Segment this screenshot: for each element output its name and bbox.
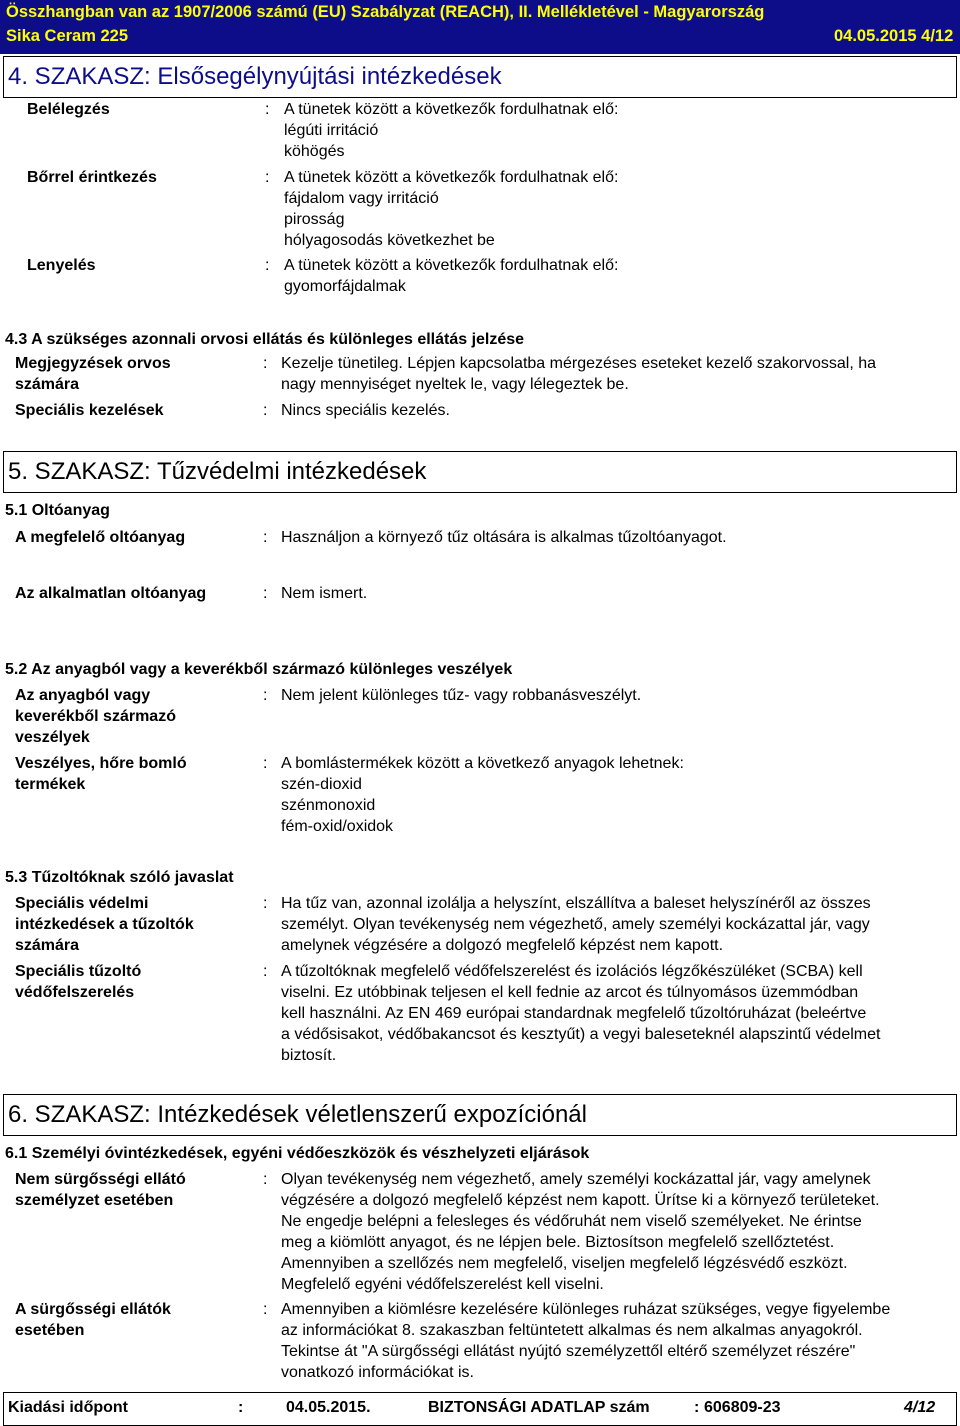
value-line: meg a kiömlött anyagot, és ne lépjen bele. Biztosítson megfelelő szellőztetést. (281, 1234, 835, 1251)
value-line: a védősisakot, védőbakancsot és kesztyűt) a vegyi baleseteknél alapszintű védelmet (281, 1026, 881, 1043)
value-line: A tűzoltóknak megfelelő védőfelszerelést és izolációs légzőkészüléket (SCBA) kell (281, 963, 863, 980)
colon: : (263, 1301, 268, 1318)
value-firefighter-equipment (281, 961, 880, 1066)
value-line: végzésére a dolgozó megfelelő képzést nem kapott. Ürítse ki a környező területeket. (281, 1192, 880, 1209)
colon: : (263, 895, 268, 912)
label-line: Speciális tűzoltó (15, 963, 142, 980)
colon: : (263, 585, 268, 602)
label-suitable-media (15, 527, 185, 548)
label-non-emergency-personnel (15, 1169, 186, 1211)
value-line: szénmonoxid (281, 797, 376, 814)
value-line: Tekintse át "A sürgősségi ellátást nyújtó személyzettől eltérő személyzet részére" (281, 1343, 856, 1360)
issue-date: 04.05.2015. (286, 1399, 371, 1416)
label-unsuitable-media (15, 583, 206, 604)
label-ingestion: Lenyelés (27, 257, 96, 274)
label-line: Megjegyzések orvos (15, 355, 171, 372)
subsection-5-2-title: 5.2 Az anyagból vagy a keverékből származó különleges veszélyek (5, 661, 513, 678)
value-skin-contact (284, 167, 618, 251)
date-page: 04.05.2015 4/12 (834, 27, 954, 45)
label-line: termékek (15, 776, 86, 793)
value-line: Nincs speciális kezelés. (281, 402, 450, 419)
subsection-5-3-title: 5.3 Tűzoltóknak szóló javaslat (5, 869, 234, 886)
value-line: nagy mennyiséget nyeltek le, vagy lélegeztek be. (281, 376, 629, 393)
subsection-6-1-title: 6.1 Személyi óvintézkedések, egyéni védőeszközök és vészhelyzeti eljárások (5, 1145, 590, 1162)
label-line: Veszélyes, hőre bomló (15, 755, 187, 772)
label-decomposition-products (15, 753, 187, 795)
section-5-title: 5. SZAKASZ: Tűzvédelmi intézkedések (8, 458, 427, 485)
label-line: Nem sürgősségi ellátó (15, 1171, 186, 1188)
label-special-treatment (15, 400, 164, 421)
value-line: kell használni. Az EN 469 európai standardnak megfelelő tűzoltóruházat (beleértve (281, 1005, 867, 1022)
label-firefighter-equipment (15, 961, 141, 1003)
label-line: veszélyek (15, 729, 90, 746)
label-line: keverékből származó (15, 708, 176, 725)
label-inhalation: Belélegzés (27, 101, 110, 118)
value-non-emergency-personnel (281, 1169, 880, 1295)
value-line: Használjon a környező tűz oltására is alkalmas tűzoltóanyagot. (281, 529, 727, 546)
value-inhalation (284, 99, 618, 162)
value-line: személyt. Olyan tevékenység nem végezhető, amely személyi kockázattal jár, vagy (281, 916, 870, 933)
value-line: Kezelje tünetileg. Lépjen kapcsolatba mérgezéses eseteket kezelő szakorvossal, ha (281, 355, 877, 372)
label-line: Speciális kezelések (15, 402, 164, 419)
label-line: személyzet esetében (15, 1192, 174, 1209)
label-line: intézkedések a tűzoltók (15, 916, 194, 933)
colon: : (263, 1171, 268, 1188)
product-name: Sika Ceram 225 (6, 27, 129, 45)
colon: : (265, 257, 270, 274)
colon: : (263, 355, 268, 372)
value-ingestion (284, 255, 618, 297)
label-line: számára (15, 937, 80, 954)
issue-date-label: Kiadási időpont (8, 1399, 128, 1416)
value-line: Nem ismert. (281, 585, 368, 602)
value-line: Amennyiben a szellőzés nem megfelelő, viseljen megfelelő légzésvédő eszközt. (281, 1255, 848, 1272)
footer (3, 1392, 957, 1426)
label-line: Speciális védelmi (15, 895, 149, 912)
value-line: Amennyiben a kiömlésre kezelésére különleges ruházat szükséges, vegye figyelembe (281, 1301, 891, 1318)
label-line: esetében (15, 1322, 85, 1339)
label-physician-notes (15, 353, 171, 395)
colon: : (263, 755, 268, 772)
value-suitable-media (281, 527, 727, 548)
label-line: védőfelszerelés (15, 984, 135, 1001)
value-special-treatment (281, 400, 450, 421)
value-unsuitable-media (281, 583, 367, 604)
label-skin-contact: Bőrrel érintkezés (27, 169, 157, 186)
label-specific-hazards (15, 685, 176, 748)
value-line: Ne engedje belépni a felesleges és védőruhát nem viselő személyeket. Ne érintse (281, 1213, 862, 1230)
header-bar (0, 0, 960, 54)
value-line: A bomlástermékek között a következő anyagok lehetnek: (281, 755, 684, 772)
colon: : (263, 687, 268, 704)
colon: : (263, 402, 268, 419)
footer-colon: : (694, 1399, 700, 1416)
value-firefighter-measures (281, 893, 871, 956)
label-line: számára (15, 376, 80, 393)
document-id: 606809-23 (704, 1399, 781, 1416)
value-line: fájdalom vagy irritáció (284, 190, 439, 207)
value-physician-notes (281, 353, 876, 395)
label-emergency-responders (15, 1299, 171, 1341)
value-line: fém-oxid/oxidok (281, 818, 394, 835)
colon: : (263, 529, 268, 546)
value-line: A tünetek között a következők fordulhatnak elő: (284, 169, 619, 186)
value-line: az információkat 8. szakaszban feltüntetett alkalmas és nem alkalmas anyagokról. (281, 1322, 863, 1339)
value-line: Ha tűz van, azonnal izolálja a helyszínt, elszállítva a baleset helyszínéről az összes (281, 895, 871, 912)
value-line: vonatkozó információkat is. (281, 1364, 474, 1381)
value-line: Megfelelő egyéni védőfelszerelést kell viselni. (281, 1276, 604, 1293)
value-line: viselni. Ez utóbbinak teljesen el kell fednie az arcot és túlnyomásos üzemmódban (281, 984, 859, 1001)
label-line: A megfelelő oltóanyag (15, 529, 186, 546)
value-line: légúti irritáció (284, 122, 379, 139)
value-line: pirosság (284, 211, 345, 228)
label-line: Az alkalmatlan oltóanyag (15, 585, 207, 602)
section-6-title: 6. SZAKASZ: Intézkedések véletlenszerű expozíciónál (8, 1101, 587, 1128)
section-4-title: 4. SZAKASZ: Elsősegélynyújtási intézkedések (8, 63, 502, 90)
subsection-5-1-title: 5.1 Oltóanyag (5, 502, 110, 519)
value-line: amelynek végzésére a dolgozó megfelelő képzést nem kapott. (281, 937, 724, 954)
value-line: gyomorfájdalmak (284, 278, 406, 295)
value-line: hólyagosodás következhet be (284, 232, 495, 249)
value-line: szén-dioxid (281, 776, 362, 793)
footer-colon: : (238, 1399, 244, 1416)
value-line: Nem jelent különleges tűz- vagy robbanásveszélyt. (281, 687, 642, 704)
document-label: BIZTONSÁGI ADATLAP szám (428, 1399, 650, 1416)
value-line: A tünetek között a következők fordulhatnak elő: (284, 257, 619, 274)
subsection-4-3-title: 4.3 A szükséges azonnali orvosi ellátás és különleges ellátás jelzése (5, 331, 525, 348)
value-decomposition-products (281, 753, 684, 837)
value-emergency-responders (281, 1299, 890, 1383)
label-line: A sürgősségi ellátók (15, 1301, 171, 1318)
colon: : (265, 169, 270, 186)
label-firefighter-measures (15, 893, 194, 956)
colon: : (265, 101, 270, 118)
value-line: A tünetek között a következők fordulhatnak elő: (284, 101, 619, 118)
label-line: Az anyagból vagy (15, 687, 151, 704)
footer-page: 4/12 (904, 1399, 936, 1416)
value-specific-hazards (281, 685, 641, 706)
value-line: biztosít. (281, 1047, 337, 1064)
value-line: Olyan tevékenység nem végezhető, amely személyi kockázattal jár, vagy amelynek (281, 1171, 871, 1188)
value-line: köhögés (284, 143, 345, 160)
colon: : (263, 963, 268, 980)
regulation-line: Összhangban van az 1907/2006 számú (EU) Szabályzat (REACH), II. Mellékletével - Magyarország (6, 3, 765, 21)
